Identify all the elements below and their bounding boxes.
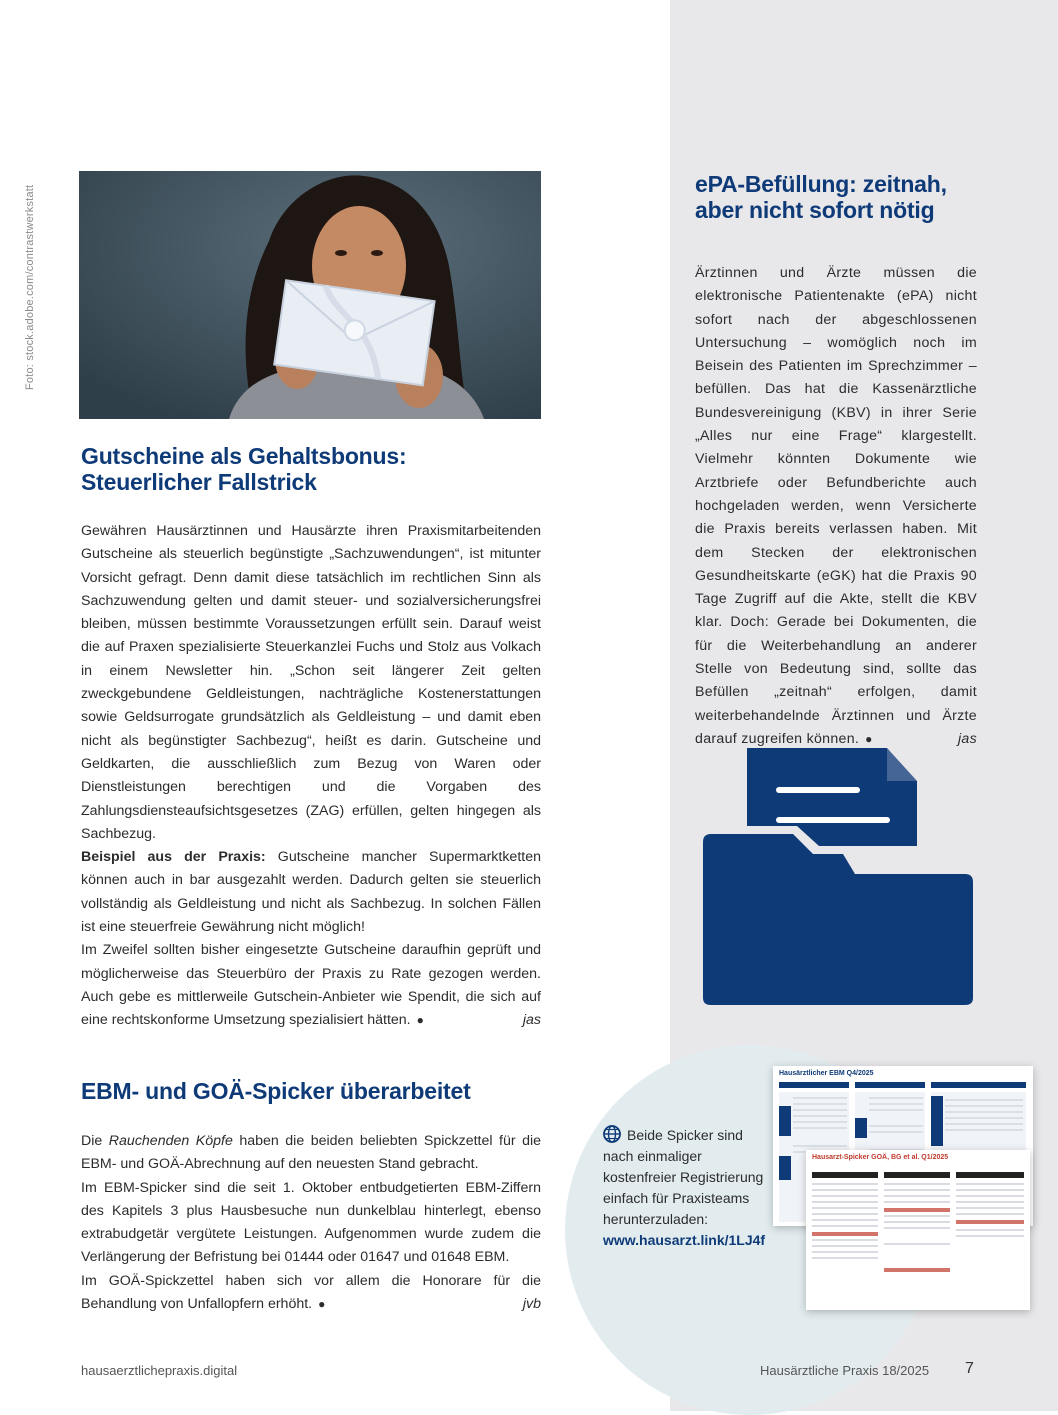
article-epa-title xyxy=(695,171,995,223)
title-line1: Gutscheine als Gehaltsbonus: xyxy=(81,443,407,469)
paragraph-text: Im GOÄ-Spickzettel haben sich vor allem die Honorare für die Behandlung von Unfallopfern erhöht. xyxy=(81,1272,541,1313)
author-signature: jas xyxy=(522,1012,541,1029)
sheet-title: Hausärztlicher EBM Q4/2025 xyxy=(779,1070,874,1077)
paragraph: Im EBM-Spicker sind die seit 1. Oktober entbudgetierten EBM-Ziffern des Kapitels 3 plus Hausbesuche nun dunkelblau hinterlegt, ebenso extrabudgetär vergütete Leistungen. Aufgenommen wurde zudem die Verlängerung der Befristung bei 01444 oder 01647 und 01648 EBM. xyxy=(81,1179,541,1266)
title-line2: Steuerlicher Fallstrick xyxy=(81,469,317,495)
end-bullet: ● xyxy=(318,1297,326,1312)
article-photo xyxy=(79,171,541,419)
title-line2: aber nicht sofort nötig xyxy=(695,197,935,223)
paragraph-text: Die xyxy=(81,1133,109,1149)
footer-website: hausaerztlichepraxis.digital xyxy=(81,1363,238,1378)
paragraph-last xyxy=(81,939,541,1032)
article-ebm-title: EBM- und GOÄ-Spicker überarbeitet xyxy=(81,1078,471,1104)
paragraph-lead: Beispiel aus der Praxis: xyxy=(81,849,266,866)
page-number: 7 xyxy=(965,1360,974,1377)
author-signature: jas xyxy=(957,730,977,747)
sheet-title: Hausarzt-Spicker GOÄ, BG et al. Q1/2025 xyxy=(812,1154,949,1161)
footer-issue: Hausärztliche Praxis 18/2025 xyxy=(760,1363,930,1378)
paragraph-last xyxy=(81,1270,541,1317)
paragraph: Gewähren Hausärztinnen und Hausärzte ihren Praxismitarbeitenden Gutscheine als steuerlich begünstigte „Sachzuwendungen“, ist mitunter Vorsicht gefragt. Denn damit diese tatsächlich im rechtlichen Sinn als Sachzuwendung gelten und damit steuer- und sozialversicherungsfrei bleiben, müssen bestimmte Voraussetzungen erfüllt sein. Darauf weist die auf Praxen spezialisierte Steuerkanzlei Fuchs und Stolz aus Volkach in einem Newsletter hin. „Schon seit längerer Zeit gelten zweckgebundene Geldleistungen, nachträgliche Kostenerstattungen sowie Geldsurrogate grundsätzlich als Geldleistung – und damit eben nicht als begünstigter Sachbezug“, heißt es darin. Gutscheine und Geldkarten, die ausschließlich zum Bezug von Waren oder Dienstleistungen berechtigen und die Vorgaben des Zahlungsdiensteaufsichtsgesetzes (ZAG) erfüllen, gelten hingegen als Sachbezug. xyxy=(81,523,541,842)
article-gutscheine-body xyxy=(81,520,541,1033)
note-text: Beide Spicker sind nach einmaliger kostenfreier Registrierung einfach für Praxisteams herunterzuladen: xyxy=(603,1127,764,1227)
folder-document-icon xyxy=(697,746,979,1011)
author-signature: jvb xyxy=(522,1296,541,1313)
paragraph xyxy=(695,262,977,751)
spicker-download-note xyxy=(603,1125,773,1251)
title-line1: ePA-Befüllung: zeitnah, xyxy=(695,171,947,197)
article-ebm-body xyxy=(81,1130,541,1316)
paragraph xyxy=(81,1130,541,1177)
goae-spicker-thumbnail xyxy=(806,1150,1030,1310)
article-gutscheine-title xyxy=(81,443,551,495)
download-link[interactable]: www.hausarzt.link/1LJ4f xyxy=(603,1232,766,1248)
paragraph-text: Ärztinnen und Ärzte müssen die elektronische Patientenakte (ePA) nicht sofort nach der abgeschlossenen Untersuchung – womöglich noch im Beisein des Patienten im Sprechzimmer – befüllen. Das hat die Kassenärztliche Bundesvereinigung (KBV) in ihrer Serie „Alles nur eine Frage“ klargestellt. Vielmehr könnten Dokumente wie Arztbriefe oder Befundberichte auch hochgeladen werden, wenn Versicherte die Praxis bereits verlassen haben. Mit dem Stecken der elektronischen Gesundheitskarte (eGK) hat die Praxis 90 Tage Zugriff auf die Akte, stellt die KBV klar. Doch: Gerade bei Dokumenten, die für die Weiterbehandlung an anderer Stelle von Bedeutung sind, sollte das Befüllen „zeitnah“ erfolgen, damit weiterbehandelnde Ärztinnen und Ärzte darauf zugreifen können. xyxy=(695,265,977,747)
sheet-table-graphic xyxy=(806,1150,1030,1310)
italic-name: Rauchenden Köpfe xyxy=(108,1133,233,1149)
paragraph-example xyxy=(81,846,541,939)
end-bullet: ● xyxy=(865,731,873,746)
paragraph-text: haben die beiden beliebten Spickzettel für die EBM- und GOÄ-Abrechnung auf den neuesten Stand gebracht. xyxy=(81,1133,542,1173)
photo-credit: Foto: stock.adobe.com/contrastwerkstatt xyxy=(24,184,36,390)
paragraph-text: Gutscheine mancher Supermarktketten können auch in bar ausgezahlt werden. Dadurch gelten sie steuerlich vollständig als Geldleistung und nicht als Sachbezug. In solchen Fällen ist eine steuerfreie Gewährung nicht möglich! xyxy=(81,849,541,936)
end-bullet: ● xyxy=(416,1013,424,1028)
paragraph-text: Im Zweifel sollten bisher eingesetzte Gutscheine daraufhin geprüft und möglicherweise das Steuerbüro der Praxis zu Rate gezogen werden. Auch gebe es mittlerweile Gutschein-Anbieter wie Spendit, die sich auf eine rechtskonforme Umsetzung spezialisiert hätten. xyxy=(81,942,541,1029)
photo-illustration xyxy=(79,171,541,419)
globe-link-icon xyxy=(603,1125,621,1143)
article-epa-body xyxy=(695,262,977,751)
